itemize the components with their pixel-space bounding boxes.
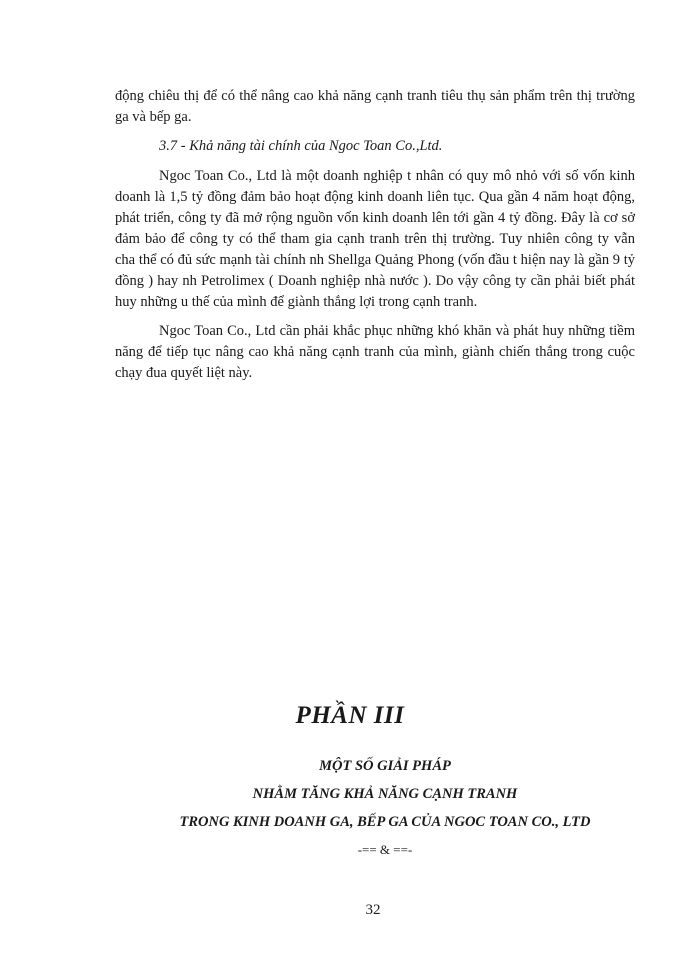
part-subtitle-line-1: MỘT SỐ GIẢI PHÁP: [319, 758, 451, 774]
separator-ornament: -== & ==-: [357, 842, 413, 857]
part-title: PHẦN III: [295, 702, 405, 729]
page-number: 32: [365, 902, 381, 918]
section-heading-3-7: 3.7 - Khả năng tài chính của Ngoc Toan Co.,Ltd.: [159, 138, 443, 154]
paragraph-financial-capacity: Ngoc Toan Co., Ltd là một doanh nghiệp t nhân có quy mô nhỏ với số vốn kinh doanh là 1,5 tỷ đồng đảm bảo hoạt động kinh doanh liên tục. Qua gần 4 năm hoạt động, phát triển, công ty đã mở rộng nguồn vốn kinh doanh lên tới gần 4 tỷ đồng. Đây là cơ sở đảm bảo để công ty có thể tham gia cạnh tranh trên thị trường. Tuy nhiên công ty vẫn cha thể có đủ sức mạnh tài chính nh Shellga Quảng Phong (vốn đầu t hiện nay là gần 9 tỷ đồng ) hay nh Petrolimex ( Doanh nghiệp nhà nước ). Do vậy công ty cần phải biết phát huy những u thế của mình để giành thắng lợi trong cạnh tranh.: [115, 168, 635, 310]
continuation-paragraph: động chiêu thị để có thể nâng cao khả năng cạnh tranh tiêu thụ sản phẩm trên thị trường ga và bếp ga.: [115, 88, 635, 125]
paragraph-conclusion: Ngoc Toan Co., Ltd cần phải khắc phục những khó khăn và phát huy những tiềm năng để tiếp tục nâng cao khả năng cạnh tranh của mình, giành chiến thắng trong cuộc chạy đua quyết liệt này.: [115, 323, 635, 381]
body-text: [115, 86, 635, 384]
part-subtitle-line-3: TRONG KINH DOANH GA, BẾP GA CỦA NGOC TOAN CO., LTD: [179, 814, 591, 830]
part-subtitle-line-2: NHẰM TĂNG KHẢ NĂNG CẠNH TRANH: [252, 786, 518, 802]
